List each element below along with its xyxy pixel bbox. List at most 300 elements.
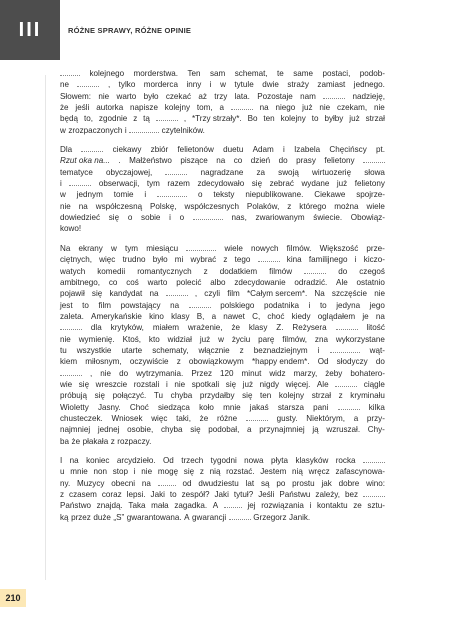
exercise-text <box>60 68 385 531</box>
word: Na <box>60 243 71 253</box>
word: schemat, <box>234 69 268 78</box>
word: było <box>143 91 159 101</box>
word: się <box>91 289 103 299</box>
word: minut <box>241 368 262 378</box>
word: arcydzieło. <box>116 456 156 465</box>
word: mała <box>151 501 169 511</box>
word: do <box>278 156 288 166</box>
word: płakała <box>82 436 109 446</box>
word: kolejny <box>280 114 306 124</box>
word: tu <box>60 345 67 355</box>
word: morderstwa. <box>133 69 179 78</box>
text-line <box>60 322 385 333</box>
word: w <box>60 190 66 200</box>
word: dwudziestu <box>198 478 239 488</box>
word: film <box>227 289 240 299</box>
word: warto <box>147 277 168 287</box>
word: z <box>223 255 228 265</box>
paragraph <box>60 144 385 235</box>
word: ny. <box>60 478 71 488</box>
word: warto <box>116 91 137 101</box>
word: rozwiązania <box>261 501 304 511</box>
word: nie <box>60 334 71 344</box>
word: gwarancji <box>192 512 227 522</box>
paragraph <box>60 455 385 523</box>
word: koniec <box>86 456 110 465</box>
word: kolejnego <box>89 69 125 78</box>
word: szczęście <box>331 289 368 299</box>
word: inny <box>186 80 202 90</box>
word: kryminału <box>350 391 385 401</box>
word: życiu <box>231 334 251 344</box>
word: wrażenie, <box>187 323 223 333</box>
word: same <box>293 69 314 78</box>
word: którego <box>299 201 327 211</box>
word: nas, <box>231 213 247 223</box>
word: parę <box>258 334 275 344</box>
word: na <box>149 289 159 299</box>
word: odradzić. <box>294 277 328 287</box>
word: morderca <box>143 80 178 90</box>
word: tą <box>143 114 150 124</box>
text-line <box>60 91 385 102</box>
word: Przez <box>191 368 213 378</box>
word: czekać <box>165 91 192 101</box>
word: wybrać <box>190 255 217 265</box>
blank-field[interactable] <box>363 455 385 463</box>
word: to <box>319 300 327 310</box>
word: za <box>256 167 266 177</box>
word: już <box>302 103 313 113</box>
text-line <box>60 478 385 489</box>
word: czekam, <box>337 103 368 113</box>
word: a <box>211 311 217 321</box>
blank-field[interactable] <box>77 79 99 87</box>
word: nagradzane <box>200 167 244 177</box>
text-line <box>60 368 385 379</box>
word: że <box>71 436 81 446</box>
word: Wniosek <box>111 413 143 423</box>
word: na <box>170 300 180 310</box>
word: I <box>60 456 63 465</box>
word: , <box>90 368 93 378</box>
word: co <box>233 156 243 166</box>
word: Polaków, <box>246 201 280 211</box>
word: więc <box>151 413 168 423</box>
word: Polskę, <box>150 201 177 211</box>
word: filmów. <box>286 243 312 253</box>
word: podatnika <box>263 300 300 310</box>
word: filmów, <box>282 334 307 344</box>
word: zdecydowało <box>197 179 245 189</box>
word: kina <box>286 255 302 265</box>
word: Od <box>317 357 329 367</box>
word: sztu- <box>367 501 385 511</box>
word: wszystkie <box>76 345 112 355</box>
word: Janik. <box>289 512 311 522</box>
word: strzał <box>311 391 332 401</box>
word: z <box>338 391 343 401</box>
word: oczywiście <box>129 357 169 367</box>
word: Izabela <box>294 145 321 155</box>
word: bez <box>344 490 359 500</box>
word: nawet <box>223 311 245 321</box>
page-number-badge <box>0 589 26 607</box>
word: zależy, <box>315 490 340 500</box>
word: wirtuozerię <box>311 167 352 177</box>
text-line <box>60 113 385 124</box>
word: ambitnego, <box>60 277 101 287</box>
word: litość <box>366 323 385 333</box>
word: romantycznych <box>137 266 192 276</box>
word: mnie <box>70 467 88 477</box>
word: sobie <box>141 213 161 223</box>
word: kilka <box>368 402 385 412</box>
word: ostatnio <box>356 277 385 287</box>
word: postaci, <box>322 69 351 78</box>
word: czyli <box>204 289 221 299</box>
word: na <box>375 311 385 321</box>
text-line <box>60 125 385 136</box>
word: Bo <box>247 114 258 124</box>
word: i <box>60 179 62 189</box>
blank-field[interactable] <box>224 500 242 508</box>
word: i <box>144 190 147 200</box>
word: w <box>220 80 226 90</box>
word: ekrany <box>78 243 103 253</box>
blank-field[interactable] <box>338 402 360 410</box>
word: nie <box>174 379 186 389</box>
word: lata. <box>234 91 250 101</box>
word: prze- <box>366 243 385 253</box>
word: się <box>242 391 253 401</box>
blank-field[interactable] <box>60 68 80 76</box>
word: to, <box>83 114 93 124</box>
word: i <box>309 501 312 511</box>
word: a <box>247 425 252 435</box>
word: włącznie <box>198 345 230 355</box>
word: o <box>127 213 133 223</box>
text-line <box>60 402 385 413</box>
text-line <box>60 512 385 523</box>
word: klasy <box>248 323 268 333</box>
word: to <box>311 114 319 124</box>
word: słodyczy <box>336 357 368 367</box>
word: wiele <box>366 201 385 211</box>
page-header <box>0 0 453 60</box>
word: kolejny <box>164 103 190 113</box>
text-line <box>60 155 385 166</box>
word: tematyce <box>60 167 93 177</box>
word: tylko <box>118 80 136 90</box>
word: i <box>283 145 285 155</box>
word: filmów <box>269 266 293 276</box>
word: dla <box>90 323 102 333</box>
word: marzy, <box>293 368 318 378</box>
word: sam <box>210 69 226 78</box>
word: przez <box>71 512 91 522</box>
paragraph <box>60 243 385 447</box>
text-line <box>60 300 385 311</box>
text-line <box>60 356 385 367</box>
word: teksty <box>213 190 235 200</box>
word: czytelników. <box>161 125 205 135</box>
blank-field[interactable] <box>157 189 187 197</box>
word: *Całym sercem*. <box>246 289 308 299</box>
word: tygodni <box>210 456 237 465</box>
unit-number: III <box>18 18 42 41</box>
word: napisze <box>130 103 158 113</box>
blank-field[interactable] <box>60 368 82 376</box>
word: Większość <box>319 243 359 253</box>
word: jednego. <box>353 80 385 90</box>
blank-field[interactable] <box>129 125 159 133</box>
blank-field[interactable] <box>189 300 211 308</box>
word: nam <box>300 91 316 101</box>
word: nie <box>98 91 110 101</box>
word: nadzieję, <box>352 91 385 101</box>
word: pojawił <box>60 289 85 299</box>
word: co <box>108 277 118 287</box>
word: różne <box>216 413 238 423</box>
word: widz <box>269 368 286 378</box>
word: bohatero- <box>350 368 385 378</box>
word: wreszcie <box>95 379 128 389</box>
blank-field[interactable] <box>165 167 187 175</box>
word: już <box>199 334 211 344</box>
word: wąt- <box>369 345 385 355</box>
word: z <box>110 436 115 446</box>
word: próbują <box>60 391 88 401</box>
word: chusteczek. <box>60 413 103 423</box>
word: u <box>60 467 65 477</box>
text-line <box>60 212 385 223</box>
word: rozstać. <box>226 467 255 477</box>
paragraph <box>60 68 385 136</box>
text-line <box>60 345 385 356</box>
word: współczesną <box>95 201 143 211</box>
word: Państwo <box>60 501 92 511</box>
word: w <box>60 125 66 135</box>
word: Reżysera <box>292 323 327 333</box>
word: Pozostaje <box>257 91 293 101</box>
word: widział <box>167 334 192 344</box>
word: zaleta. <box>60 311 84 321</box>
word: mnie <box>223 402 241 412</box>
word: obowiązkowym <box>188 357 244 367</box>
word: Grzegorz <box>253 512 287 522</box>
word: razem <box>167 179 190 189</box>
blank-field[interactable] <box>363 155 385 163</box>
word: obserwacji, <box>98 179 140 189</box>
word: film <box>98 300 112 310</box>
word: płyta <box>270 456 289 465</box>
word: Wioletty <box>60 402 89 412</box>
word: ten <box>263 114 275 124</box>
unit-number-badge <box>0 0 60 60</box>
word: dodatkiem <box>219 266 258 276</box>
word: Na <box>314 289 325 299</box>
word: współczesnych <box>184 201 239 211</box>
word: kandydat <box>109 289 143 299</box>
word: nie <box>319 103 331 113</box>
word: dobre <box>338 478 360 488</box>
word: felietony <box>324 156 355 166</box>
word: z <box>287 201 292 211</box>
word: kino <box>149 311 164 321</box>
word: , <box>183 114 187 124</box>
word: najmniej <box>60 425 91 435</box>
blank-field[interactable] <box>166 288 188 296</box>
blank-field[interactable] <box>231 102 253 110</box>
word: z <box>199 467 204 477</box>
word: żeby <box>325 368 343 378</box>
word: miałem <box>152 323 179 333</box>
word: wino: <box>366 478 385 488</box>
word: , <box>194 289 198 299</box>
margin-rule <box>45 75 46 580</box>
word: się <box>190 425 201 435</box>
word: zrozpaczonych <box>68 125 123 135</box>
word: Państwu <box>279 490 311 500</box>
left-margin <box>0 60 63 640</box>
word: przy- <box>366 413 385 423</box>
word: czegoś <box>359 266 385 276</box>
word: prasy <box>296 156 316 166</box>
word: piszące <box>180 156 208 166</box>
word: duetu <box>223 145 244 155</box>
word: że <box>60 103 69 113</box>
word: polecić <box>176 277 202 287</box>
word: starsza <box>277 402 304 412</box>
word: watych <box>60 266 86 276</box>
blank-field[interactable] <box>363 489 385 497</box>
word: albo <box>210 277 226 287</box>
word: się <box>183 467 195 477</box>
blank-field[interactable] <box>193 212 223 220</box>
word: więcej. <box>285 379 311 389</box>
word: „S” <box>113 512 125 522</box>
word: na <box>141 478 151 488</box>
word: stop <box>112 467 129 477</box>
word: Słowem: <box>60 91 92 101</box>
word: kiedy <box>291 311 311 321</box>
word: z <box>133 114 138 124</box>
word: wykorzystane <box>335 334 385 344</box>
word: z <box>176 357 181 367</box>
word: Małżeństwo <box>129 156 172 166</box>
word: przynajmniej <box>259 425 305 435</box>
word: Adam <box>252 145 274 155</box>
word: zebrać <box>269 179 294 189</box>
word: nigdy <box>259 379 279 389</box>
text-line <box>60 243 385 254</box>
word: więc <box>99 255 116 265</box>
blank-field[interactable] <box>258 254 280 262</box>
word: *Trzy strzały*. <box>192 114 242 124</box>
word: A <box>184 512 190 522</box>
text-line <box>60 413 385 424</box>
word: coś <box>126 277 139 287</box>
word: Ciekawe <box>314 190 346 200</box>
word: i <box>317 345 320 355</box>
word: klasyków <box>295 456 329 465</box>
blank-field[interactable] <box>229 512 251 520</box>
word: dzień <box>250 156 271 166</box>
word: że <box>199 413 209 423</box>
blank-field[interactable] <box>246 413 268 421</box>
word: nie <box>60 201 71 211</box>
word: się <box>94 391 105 401</box>
word: kiczo- <box>363 255 385 265</box>
word: zwariowanym <box>255 213 305 223</box>
blank-field[interactable] <box>336 322 358 330</box>
word: tym <box>146 179 160 189</box>
blank-field[interactable] <box>330 345 360 353</box>
word: nowych <box>251 243 279 253</box>
blank-field[interactable] <box>156 113 178 121</box>
text-line <box>60 288 385 299</box>
word: rozpaczy. <box>117 436 152 446</box>
blank-field[interactable] <box>335 379 357 387</box>
word: siedząca <box>157 402 190 412</box>
blank-field[interactable] <box>158 478 176 486</box>
word: ba <box>60 436 70 446</box>
word: i <box>165 379 168 389</box>
word: gwarantowana. <box>126 512 182 522</box>
blank-field[interactable] <box>186 243 216 251</box>
word: Choć <box>129 402 149 412</box>
word: na <box>259 103 269 113</box>
word: autorka <box>96 103 124 113</box>
word: wzruszał. <box>326 425 361 435</box>
word: ciętnych, <box>60 255 92 265</box>
word: że <box>231 323 240 333</box>
word: świecie. <box>313 213 343 223</box>
text-line <box>60 500 385 511</box>
blank-field[interactable] <box>304 266 326 274</box>
word: na <box>216 156 226 166</box>
word: na <box>78 201 88 211</box>
word: zgodnie <box>98 114 128 124</box>
blank-field[interactable] <box>69 178 91 186</box>
word: podobał, <box>208 425 240 435</box>
word: zdecydowanie <box>234 277 286 287</box>
text-line <box>60 144 385 155</box>
word: zbiór <box>150 145 169 155</box>
word: ciekawy <box>112 145 142 155</box>
word: Ktoś, <box>122 334 142 344</box>
word: Taka <box>128 501 146 511</box>
word: się <box>78 379 90 389</box>
word: koło <box>199 402 214 412</box>
word: choć <box>267 311 285 321</box>
word: miesiącu <box>146 243 179 253</box>
word: chyba <box>170 391 193 401</box>
word: Tu <box>153 391 164 401</box>
blank-field[interactable] <box>81 144 103 152</box>
word: niego <box>275 103 296 113</box>
text-line <box>60 424 385 435</box>
word: już <box>242 379 254 389</box>
blank-field[interactable] <box>323 91 345 99</box>
word: o <box>179 213 185 223</box>
text-line <box>60 79 385 90</box>
word: z <box>60 490 65 500</box>
blank-field[interactable] <box>60 322 82 330</box>
word: jego <box>369 300 385 310</box>
word: , <box>107 80 111 90</box>
